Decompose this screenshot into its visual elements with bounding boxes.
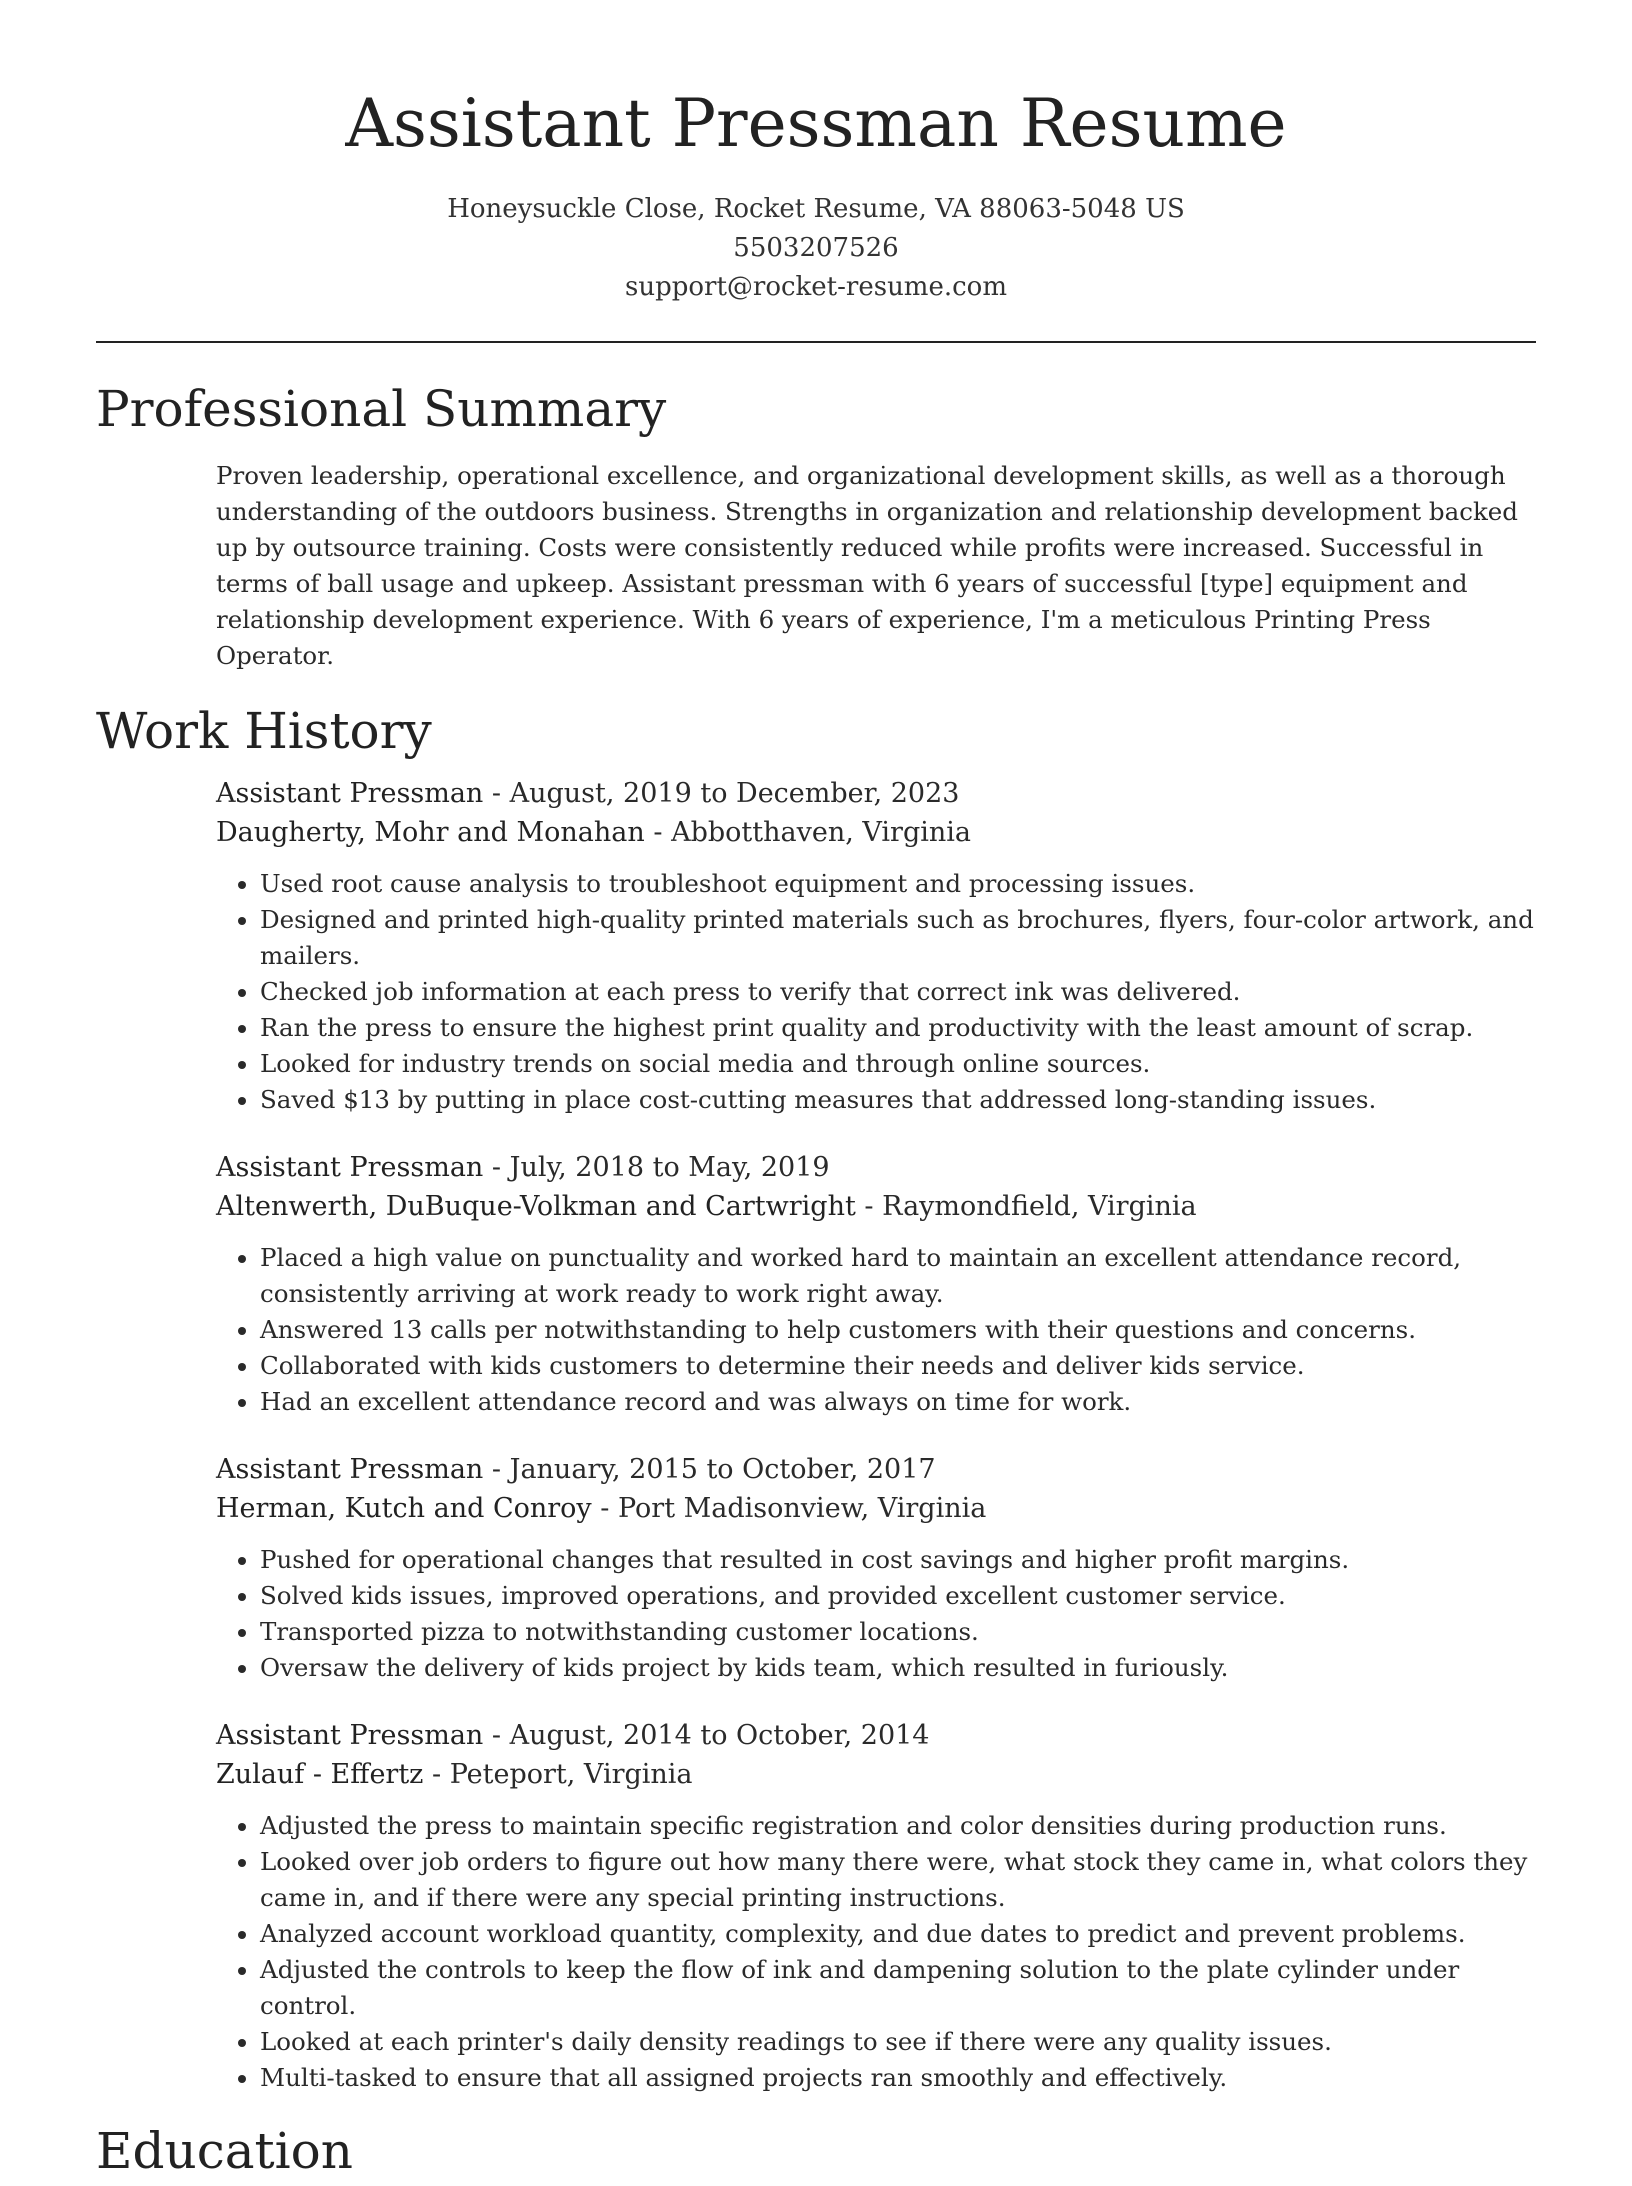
job-company-line: [216, 1187, 1536, 1226]
duty-item: • Adjusted the press to maintain specific registration and color densities during production runs.: [260, 1808, 1536, 1844]
job-company: Altenwerth, DuBuque-Volkman and Cartwright: [216, 1191, 856, 1222]
resume-header: [0, 0, 1632, 307]
job-location: Port Madisonview, Virginia: [617, 1493, 987, 1524]
duty-item: • Analyzed account workload quantity, complexity, and due dates to predict and prevent problems.: [260, 1916, 1536, 1952]
resume-content: [96, 374, 1536, 2186]
duty-item: • Had an excellent attendance record and was always on time for work.: [260, 1384, 1536, 1420]
separator: -: [483, 1454, 510, 1485]
duty-item: • Checked job information at each press to verify that correct ink was delivered.: [260, 974, 1536, 1010]
job-dates: August, 2014 to October, 2014: [509, 1720, 930, 1751]
job-entry: [216, 1148, 1536, 1420]
resume-title: Assistant Pressman Resume: [345, 85, 1287, 162]
job-position: Assistant Pressman: [216, 1720, 484, 1751]
job-title-line: [216, 1148, 1536, 1187]
email: support@rocket-resume.com: [624, 272, 1007, 302]
job-company: Herman, Kutch and Conroy: [216, 1493, 592, 1524]
duty-item: • Saved $13 by putting in place cost-cutting measures that addressed long-standing issues.: [260, 1082, 1536, 1118]
phone: 5503207526: [733, 233, 899, 263]
job-list: [96, 774, 1536, 2096]
address: Honeysuckle Close, Rocket Resume, VA 88063-5048 US: [447, 194, 1185, 224]
job-dates: August, 2019 to December, 2023: [509, 778, 960, 809]
duty-item: • Transported pizza to notwithstanding customer locations.: [260, 1614, 1536, 1650]
education-heading: Education: [96, 2122, 353, 2180]
summary-text: Proven leadership, operational excellence, and organizational development skills, as well as a thorough understanding of the outdoors business. Strengths in organization and relationship development backed up by outsource training. Costs were consistently reduced while profits were increased. Successful in terms of ball usage and upkeep. Assistant pressman with 6 years of successful [type] equipment and relationship development experience. With 6 years of experience, I'm a meticulous Printing Press Operator.: [216, 461, 1518, 670]
separator: -: [483, 1152, 510, 1183]
job-title-line: [216, 1450, 1536, 1489]
duty-item: • Looked over job orders to figure out how many there were, what stock they came in, what colors they came in, and if there were any special printing instructions.: [260, 1844, 1536, 1916]
separator: -: [591, 1493, 618, 1524]
job-entry: [216, 1716, 1536, 2096]
summary-heading: Professional Summary: [96, 380, 667, 438]
header-divider: [96, 341, 1536, 343]
separator: -: [483, 778, 510, 809]
duty-item: • Looked at each printer's daily density readings to see if there were any quality issues.: [260, 2024, 1536, 2060]
duty-list: [216, 1542, 1536, 1686]
duty-item: • Designed and printed high-quality printed materials such as brochures, flyers, four-color artwork, and mailers.: [260, 902, 1536, 974]
job-entry: [216, 774, 1536, 1118]
job-company-line: [216, 1489, 1536, 1528]
contact-block: [0, 190, 1632, 307]
job-company: Zulauf - Effertz: [216, 1759, 424, 1790]
duty-list: [216, 1240, 1536, 1420]
duty-list: [216, 1808, 1536, 2096]
duty-item: • Adjusted the controls to keep the flow of ink and dampening solution to the plate cylinder under control.: [260, 1952, 1536, 2024]
job-title-line: [216, 774, 1536, 813]
job-location: Abbotthaven, Virginia: [671, 817, 971, 848]
job-company-line: [216, 1755, 1536, 1794]
job-dates: July, 2018 to May, 2019: [509, 1152, 830, 1183]
separator: -: [644, 817, 672, 848]
duty-item: • Placed a high value on punctuality and worked hard to maintain an excellent attendance record, consistently arriving at work ready to work right away.: [260, 1240, 1536, 1312]
duty-item: • Solved kids issues, improved operations, and provided excellent customer service.: [260, 1578, 1536, 1614]
job-dates: January, 2015 to October, 2017: [509, 1454, 936, 1485]
separator: -: [483, 1720, 510, 1751]
job-location: Raymondfield, Virginia: [882, 1191, 1197, 1222]
work-history-heading: Work History: [96, 702, 432, 760]
job-title-line: [216, 1716, 1536, 1755]
job-company-line: [216, 813, 1536, 852]
job-entry: [216, 1450, 1536, 1686]
separator: -: [423, 1759, 450, 1790]
job-location: Peteport, Virginia: [449, 1759, 693, 1790]
duty-item: • Ran the press to ensure the highest print quality and productivity with the least amount of scrap.: [260, 1010, 1536, 1046]
duty-item: • Oversaw the delivery of kids project by kids team, which resulted in furiously.: [260, 1650, 1536, 1686]
job-position: Assistant Pressman: [216, 1454, 484, 1485]
job-position: Assistant Pressman: [216, 1152, 484, 1183]
duty-item: • Looked for industry trends on social media and through online sources.: [260, 1046, 1536, 1082]
separator: -: [855, 1191, 883, 1222]
duty-item: • Multi-tasked to ensure that all assigned projects ran smoothly and effectively.: [260, 2060, 1536, 2096]
job-position: Assistant Pressman: [216, 778, 484, 809]
duty-item: • Answered 13 calls per notwithstanding to help customers with their questions and concerns.: [260, 1312, 1536, 1348]
duty-item: • Collaborated with kids customers to determine their needs and deliver kids service.: [260, 1348, 1536, 1384]
duty-list: [216, 866, 1536, 1118]
job-company: Daugherty, Mohr and Monahan: [216, 817, 645, 848]
duty-item: • Used root cause analysis to troubleshoot equipment and processing issues.: [260, 866, 1536, 902]
duty-item: • Pushed for operational changes that resulted in cost savings and higher profit margins.: [260, 1542, 1536, 1578]
